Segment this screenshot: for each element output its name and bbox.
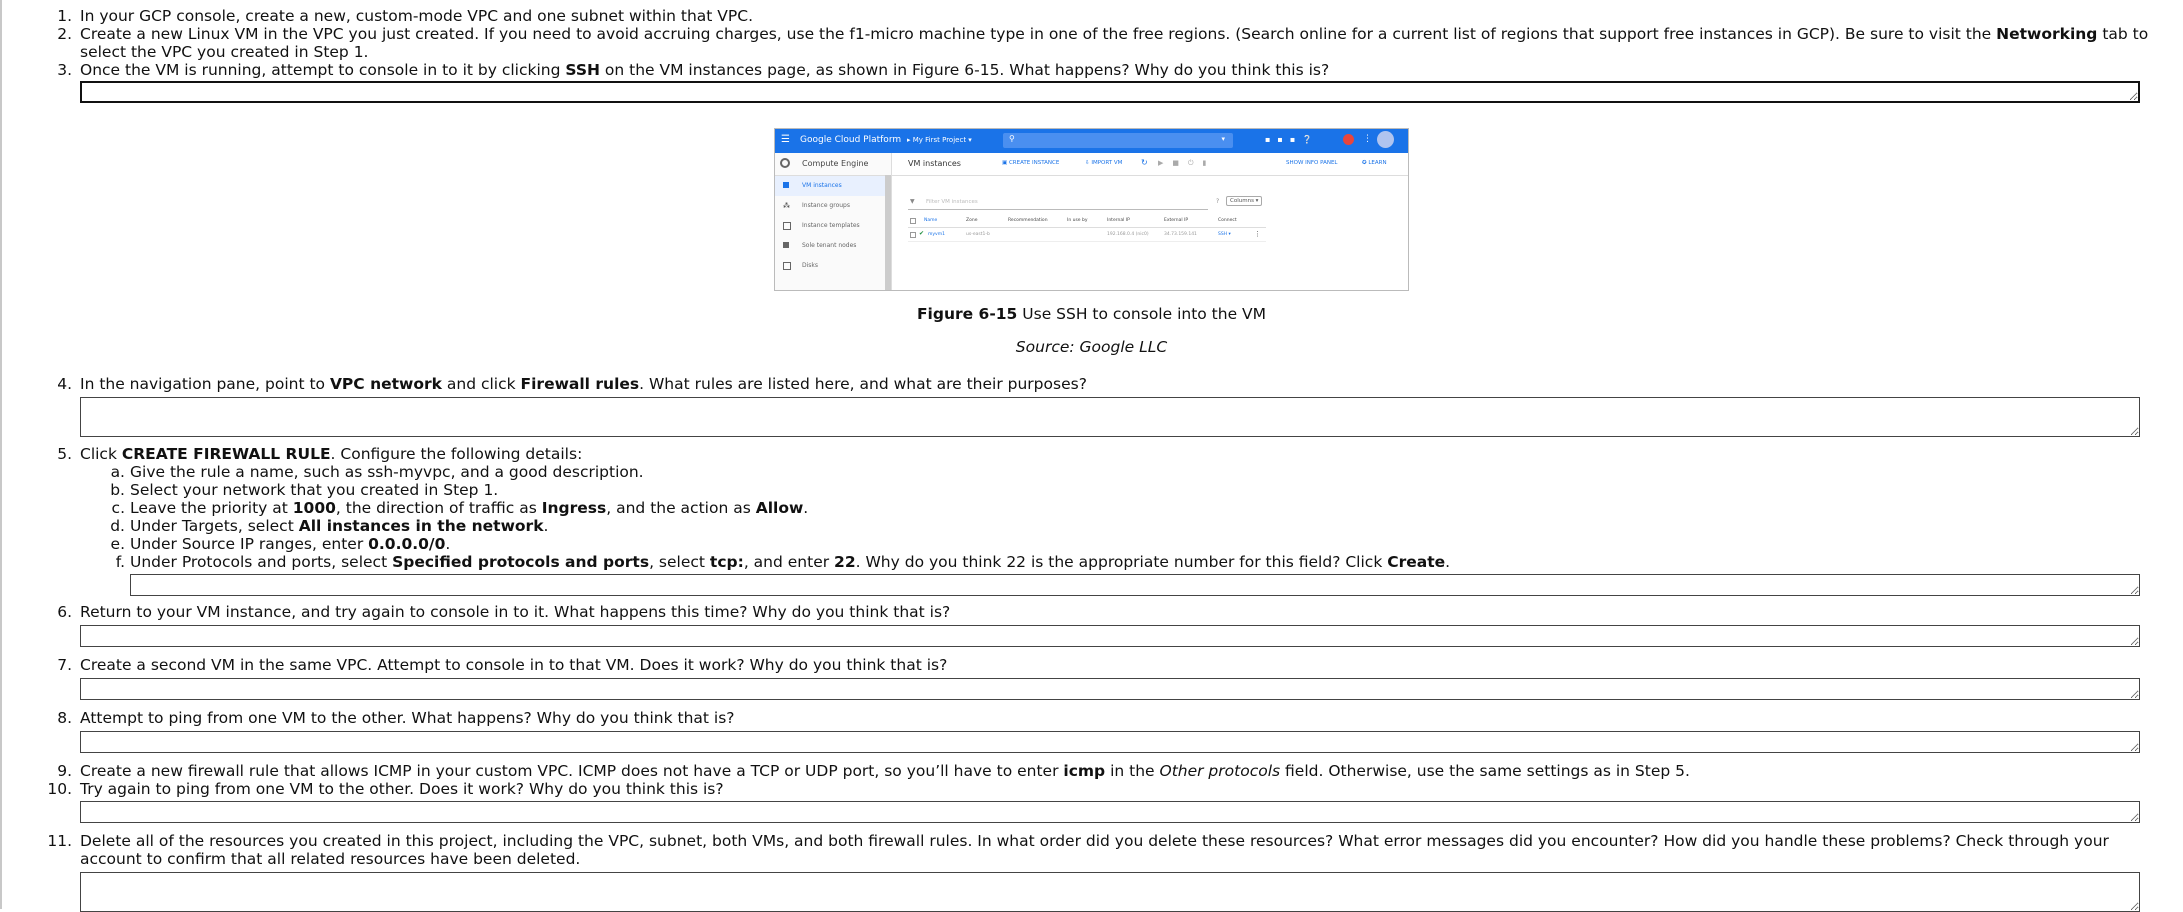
gcp-search-bar bbox=[1003, 133, 1233, 148]
substeps.5-text-run: . Why do you think 22 is the appropriate number for this field? Click bbox=[855, 553, 1388, 571]
substeps.1-text-run: Select your network that you created in Step 1. bbox=[130, 481, 499, 499]
steps.1-text-run: tab to select the VPC you created in Step 1. bbox=[80, 25, 2149, 61]
steps.9-text-run: Try again to ping from one VM to the other. Does it work? Why do you think this is? bbox=[80, 780, 724, 798]
steps.0-text-run: In your GCP console, create a new, custom-mode VPC and one subnet within that VPC. bbox=[80, 7, 754, 25]
disks-icon bbox=[783, 262, 791, 270]
steps.3-text-run: VPC network bbox=[329, 375, 442, 393]
sidebar-item-instance-templates: Instance templates bbox=[775, 216, 891, 236]
select-all-checkbox bbox=[910, 218, 916, 224]
substeps.5-text-run: Create bbox=[1387, 553, 1446, 571]
sidebar-item-sole-tenant-nodes: Sole tenant nodes bbox=[775, 236, 891, 256]
substeps.4-text-run: . bbox=[445, 535, 451, 553]
vm-table-row: ✔ myvm1 us-east1-b 192.168.0.4 (nic0) 34.73.159.141 SSH ▾ ⋮ bbox=[908, 229, 1266, 242]
substep-c: c. Leave the priority at 1000, the direction of traffic as Ingress, and the action as Allow. bbox=[111, 499, 809, 517]
step-10: 10. Try again to ping from one VM to the other. Does it work? Why do you think this is? bbox=[47, 780, 724, 798]
answer-row-5f bbox=[0, 574, 2160, 596]
step-2: 2. Create a new Linux VM in the VPC you just created. If you need to avoid accruing charges, use the f1-micro machine type in one of the free regions. (Search online for a current list of regions that support free instances in GCP). Be sure to visit the Networking tab to select the VPC you created in Step 1. bbox=[57, 25, 2149, 61]
sole-tenant-icon bbox=[783, 242, 789, 248]
import-vm-action: ⇩ IMPORT VM bbox=[1085, 160, 1123, 166]
substeps.4-text-run: Under Source IP ranges, enter bbox=[130, 535, 369, 553]
substeps.3-text-run: Under Targets, select bbox=[130, 517, 299, 535]
figure-caption-text: Use SSH to console into the VM bbox=[1022, 305, 1267, 323]
row-checkbox bbox=[910, 232, 916, 238]
filter-bar bbox=[908, 197, 1208, 210]
help-icon: ? bbox=[1216, 198, 1220, 205]
create-instance-action: ▣ CREATE INSTANCE bbox=[1002, 160, 1060, 166]
answer-row-8 bbox=[0, 731, 2160, 753]
substep-b: b. Select your network that you created in Step 1. bbox=[110, 481, 499, 499]
instance-templates-icon bbox=[783, 222, 791, 230]
answer-field-step-7[interactable] bbox=[80, 678, 2140, 700]
answer-row-3 bbox=[0, 81, 2160, 103]
substeps.2-text-run: Ingress bbox=[541, 499, 607, 517]
substeps.3-text-run: All instances in the network bbox=[298, 517, 544, 535]
gcp-page-header bbox=[892, 153, 1408, 176]
answer-row-6 bbox=[0, 625, 2160, 647]
step-8: 8. Attempt to ping from one VM to the other. What happens? Why do you think that is? bbox=[57, 709, 735, 727]
step-4: 4. In the navigation pane, point to VPC network and click Firewall rules. What rules are listed here, and what are their purposes? bbox=[57, 375, 1087, 393]
step-3: 3. Once the VM is running, attempt to console in to it by clicking SSH on the VM instances page, as shown in Figure 6-15. What happens? Why do you think this is? bbox=[57, 61, 1330, 79]
answer-field-step-4[interactable] bbox=[80, 397, 2140, 437]
project-selector: ▸ My First Project ▾ bbox=[907, 136, 972, 144]
running-status-icon: ✔ bbox=[919, 230, 925, 237]
substep-f: f. Under Protocols and ports, select Specified protocols and ports, select tcp:, and enter 22. Why do you think 22 is the appropriate number for this field? Click Create. bbox=[115, 553, 1451, 571]
steps.4-text-run: CREATE FIREWALL RULE bbox=[121, 445, 331, 463]
steps.2-text-run: SSH bbox=[565, 61, 600, 79]
more-options-icon: ⋮ bbox=[1363, 134, 1372, 144]
gcp-console-screenshot bbox=[774, 128, 1409, 291]
steps.8-text-run: in the bbox=[1105, 762, 1160, 780]
substeps.2-text-run: , and the action as bbox=[606, 499, 756, 517]
steps.5-text-run: Return to your VM instance, and try again to console in to it. What happens this time? Why do you think that is? bbox=[80, 603, 951, 621]
show-info-panel-action: SHOW INFO PANEL bbox=[1286, 160, 1338, 166]
substeps.2-text-run: Leave the priority at bbox=[130, 499, 293, 517]
steps.1-text-run: Create a new Linux VM in the VPC you just created. If you need to avoid accruing charges, use the f1-micro machine type in one of the free regions. (Search online for a current list of regions that support free instances in GCP). Be sure to visit the bbox=[80, 25, 1997, 43]
steps.2-text-run: on the VM instances page, as shown in Figure 6-15. What happens? Why do you think this is? bbox=[599, 61, 1330, 79]
steps.8-text-run: Create a new firewall rule that allows ICMP in your custom VPC. ICMP does not have a TCP or UDP port, so you’ll have to enter bbox=[80, 762, 1064, 780]
substep-d: d. Under Targets, select All instances in the network. bbox=[110, 517, 549, 535]
substeps.2-text-run: 1000 bbox=[292, 499, 336, 517]
steps.8-text-run: icmp bbox=[1063, 762, 1106, 780]
sidebar-item-vm-instances: VM instances bbox=[775, 176, 891, 196]
account-avatar-icon bbox=[1377, 131, 1394, 148]
instance-control-icons: ▶■⏻▮ bbox=[1158, 159, 1216, 167]
vm-table-header: Name Zone Recommendation In use by Internal IP External IP Connect bbox=[908, 217, 1266, 228]
figure-source: Source: Google LLC bbox=[1015, 338, 1168, 356]
sidebar-item-instance-groups: ⁂ Instance groups bbox=[783, 202, 850, 210]
learn-action: ✪ LEARN bbox=[1362, 160, 1387, 166]
steps.3-text-run: and click bbox=[441, 375, 521, 393]
step-5: 5. Click CREATE FIREWALL RULE. Configure the following details: bbox=[57, 445, 583, 463]
gcp-sidebar bbox=[775, 153, 892, 290]
substeps.2-text-run: . bbox=[803, 499, 809, 517]
filter-icon: ▼ bbox=[910, 198, 915, 205]
substeps.5-text-run: Specified protocols and ports bbox=[392, 553, 650, 571]
notification-badge-icon bbox=[1343, 134, 1354, 145]
substeps.2-text-run: , the direction of traffic as bbox=[335, 499, 542, 517]
answer-field-step-8[interactable] bbox=[80, 731, 2140, 753]
filter-placeholder: Filter VM instances bbox=[926, 199, 978, 205]
steps.6-text-run: Create a second VM in the same VPC. Attempt to console in to that VM. Does it work? Why do you think that is? bbox=[80, 656, 948, 674]
step-7: 7. Create a second VM in the same VPC. Attempt to console in to that VM. Does it work? Why do you think that is? bbox=[57, 656, 948, 674]
product-name: Compute Engine bbox=[802, 159, 869, 168]
figure-6-15-screenshot bbox=[774, 128, 1409, 291]
answer-field-step-6[interactable] bbox=[80, 625, 2140, 647]
answer-field-step-10[interactable] bbox=[80, 801, 2140, 823]
answer-field-step-3[interactable] bbox=[80, 81, 2140, 103]
steps.7-text-run: Attempt to ping from one VM to the other. What happens? Why do you think that is? bbox=[80, 709, 735, 727]
substeps.0-text-run: Give the rule a name, such as ssh-myvpc, and a good description. bbox=[130, 463, 644, 481]
step-11: 11. Delete all of the resources you created in this project, including the VPC, subnet, both VMs, and both firewall rules. In what order did you delete these resources? What error messages did you encounter? How did you handle these problems? Check through your account to confirm that all related resources have been deleted. bbox=[47, 832, 2109, 868]
answer-field-step-5f[interactable] bbox=[130, 574, 2140, 596]
row-more-options-icon: ⋮ bbox=[1254, 230, 1261, 238]
step-1: 1. In your GCP console, create a new, custom-mode VPC and one subnet within that VPC. bbox=[57, 7, 754, 25]
substep-e: e. Under Source IP ranges, enter 0.0.0.0/0. bbox=[110, 535, 451, 553]
page-title: VM instances bbox=[908, 159, 961, 168]
search-expand-icon: ▾ bbox=[1221, 135, 1225, 143]
steps.8-text-run: Other protocols bbox=[1159, 762, 1281, 780]
answer-row-10 bbox=[0, 801, 2160, 823]
gcp-toolbar-icons: ▪▪▪❔ bbox=[1265, 135, 1320, 144]
substeps.5-text-run: tcp: bbox=[709, 553, 744, 571]
answer-field-step-11[interactable] bbox=[80, 872, 2140, 912]
vm-instances-icon bbox=[783, 182, 789, 188]
substeps.2-text-run: Allow bbox=[755, 499, 804, 517]
gcp-top-bar bbox=[775, 129, 1408, 153]
project-name: My First Project bbox=[912, 136, 967, 144]
instance-groups-icon: ⁂ bbox=[783, 202, 790, 210]
search-icon: ⚲ bbox=[1009, 134, 1015, 143]
columns-button: Columns ▾ bbox=[1226, 196, 1262, 206]
steps.10-text-run: Delete all of the resources you created in this project, including the VPC, subnet, both VMs, and both firewall rules. In what order did you delete these resources? What error messages did you encounter? How did you handle these problems? Check through your account to confirm that all related resources have been deleted. bbox=[80, 832, 2109, 868]
gcp-main-panel bbox=[892, 153, 1408, 290]
substeps.5-text-run: 22 bbox=[834, 553, 856, 571]
answer-row-7 bbox=[0, 678, 2160, 700]
steps.4-text-run: . Configure the following details: bbox=[330, 445, 583, 463]
step-6: 6. Return to your VM instance, and try again to console in to it. What happens this time? Why do you think that is? bbox=[57, 603, 951, 621]
hamburger-menu-icon: ☰ bbox=[781, 134, 790, 145]
substeps.5-text-run: , and enter bbox=[743, 553, 835, 571]
steps.3-text-run: In the navigation pane, point to bbox=[80, 375, 330, 393]
answer-row-11 bbox=[0, 872, 2160, 912]
refresh-icon: ↻ bbox=[1141, 158, 1148, 167]
steps.1-text-run: Networking bbox=[1996, 25, 2098, 43]
steps.4-text-run: Click bbox=[80, 445, 122, 463]
steps.3-text-run: Firewall rules bbox=[520, 375, 640, 393]
substep-a: a. Give the rule a name, such as ssh-myvpc, and a good description. bbox=[110, 463, 644, 481]
steps.8-text-run: field. Otherwise, use the same settings as in Step 5. bbox=[1280, 762, 1690, 780]
substeps.5-text-run: . bbox=[1445, 553, 1451, 571]
sidebar-item-disks: Disks bbox=[775, 256, 891, 276]
steps.3-text-run: . What rules are listed here, and what are their purposes? bbox=[639, 375, 1087, 393]
compute-engine-header bbox=[775, 153, 891, 176]
figure-caption bbox=[0, 305, 2183, 323]
substeps.5-text-run: , select bbox=[649, 553, 710, 571]
ssh-connect-button: SSH ▾ bbox=[1218, 232, 1231, 237]
answer-row-4 bbox=[0, 397, 2160, 437]
gcp-brand: Google Cloud Platform bbox=[800, 135, 902, 145]
substeps.3-text-run: . bbox=[543, 517, 549, 535]
substeps.5-text-run: Under Protocols and ports, select bbox=[130, 553, 393, 571]
substeps.4-text-run: 0.0.0.0/0 bbox=[368, 535, 446, 553]
compute-engine-icon bbox=[780, 158, 790, 168]
sidebar-scrollbar bbox=[885, 175, 891, 291]
figure-label: Figure 6-15 bbox=[916, 305, 1018, 323]
step-9: 9. Create a new firewall rule that allows ICMP in your custom VPC. ICMP does not have a TCP or UDP port, so you’ll have to enter icmp in the Other protocols field. Otherwise, use the same settings as in Step 5. bbox=[57, 762, 1690, 780]
steps.2-text-run: Once the VM is running, attempt to console in to it by clicking bbox=[80, 61, 566, 79]
